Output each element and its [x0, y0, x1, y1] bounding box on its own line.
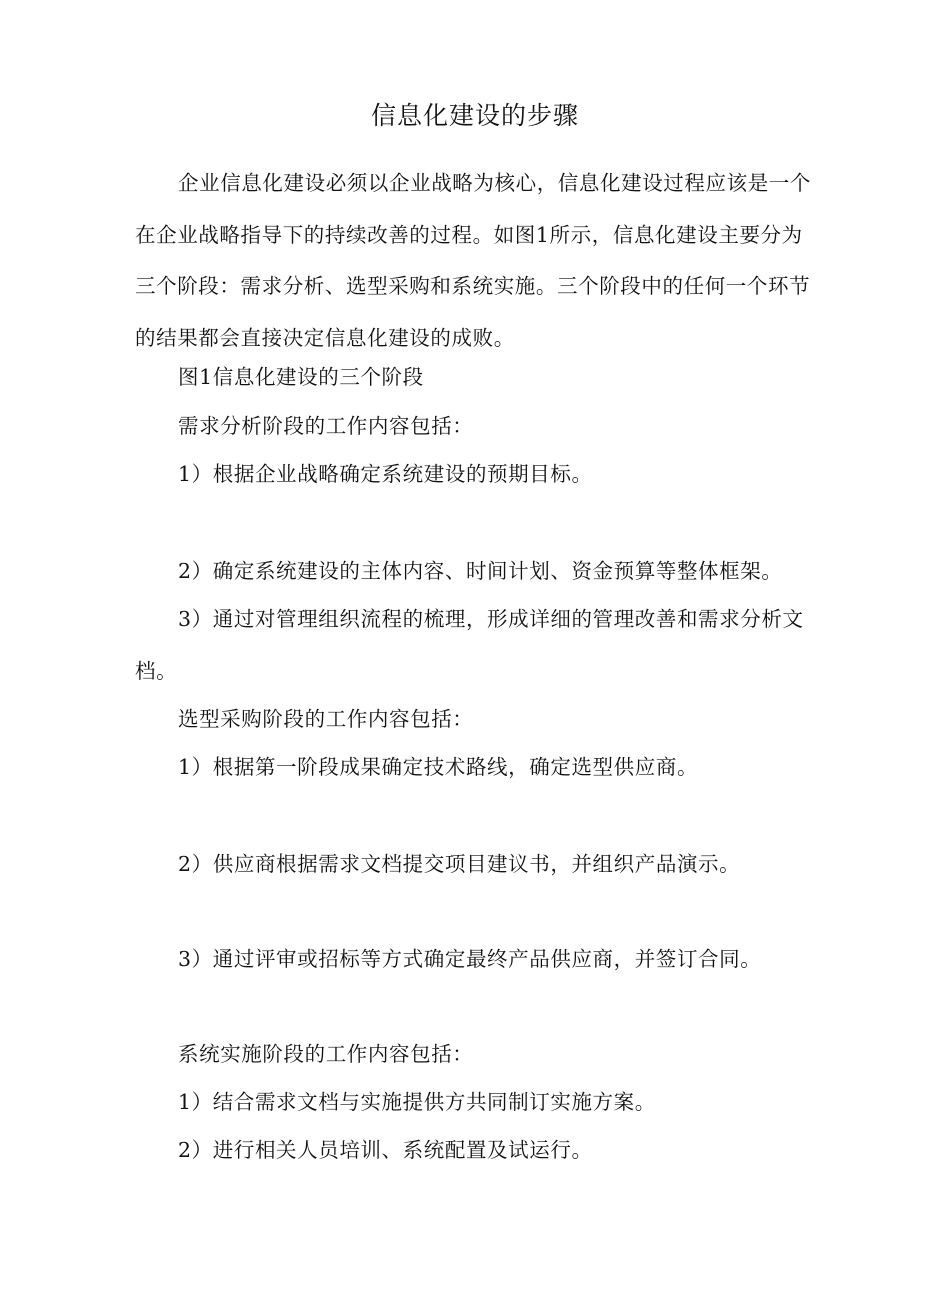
- list-item: 1）根据第一阶段成果确定技术路线，确定选型供应商。: [178, 755, 699, 779]
- list-item: 3）通过对管理组织流程的梳理，形成详细的管理改善和需求分析文档。: [135, 607, 804, 683]
- section-heading-implementation: 系统实施阶段的工作内容包括：: [178, 1042, 474, 1066]
- intro-paragraph: 企业信息化建设必须以企业战略为核心，信息化建设过程应该是一个在企业战略指导下的持续改善的过程。如图1所示，信息化建设主要分为三个阶段：需求分析、选型采购和系统实施。三个阶段中的任何一个环节的结果都会直接决定信息化建设的成败。: [135, 171, 811, 350]
- list-item: 2）进行相关人员培训、系统配置及试运行。: [178, 1138, 593, 1162]
- list-item: 1）结合需求文档与实施提供方共同制订实施方案。: [178, 1090, 656, 1114]
- figure-caption: 图1信息化建设的三个阶段: [178, 365, 424, 389]
- list-item: 2）确定系统建设的主体内容、时间计划、资金预算等整体框架。: [178, 559, 783, 583]
- list-item: 1）根据企业战略确定系统建设的预期目标。: [178, 462, 593, 486]
- list-item: 3）通过评审或招标等方式确定最终产品供应商，并签订合同。: [178, 947, 762, 971]
- list-item: 2）供应商根据需求文档提交项目建议书，并组织产品演示。: [178, 852, 741, 876]
- page-title: 信息化建设的步骤: [370, 101, 579, 130]
- section-heading-demand-analysis: 需求分析阶段的工作内容包括：: [178, 414, 474, 438]
- section-heading-procurement: 选型采购阶段的工作内容包括：: [178, 707, 474, 731]
